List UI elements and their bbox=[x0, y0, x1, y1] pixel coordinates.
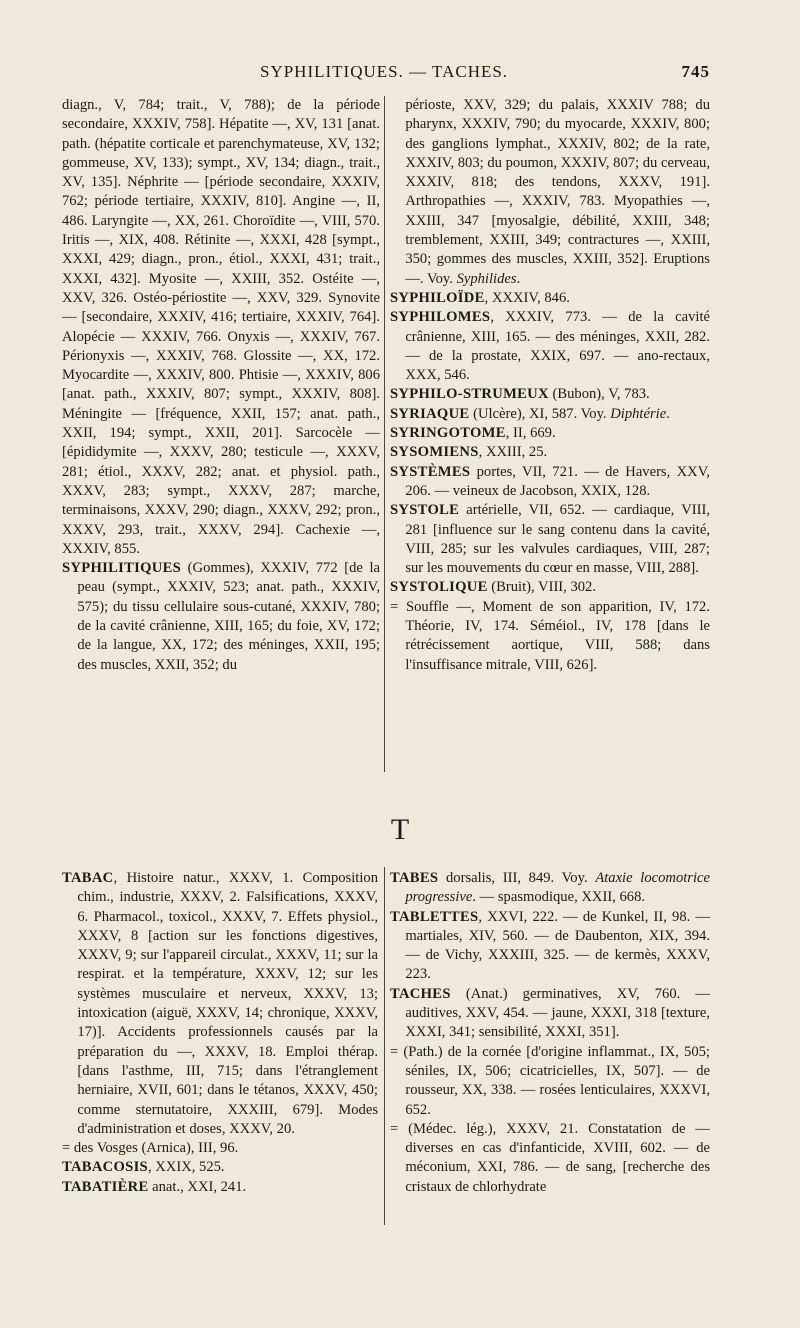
index-entry bbox=[390, 385, 710, 404]
entry-text: . — spasmodique, XXII, 668. bbox=[472, 889, 646, 906]
index-entry bbox=[390, 578, 710, 597]
index-entry bbox=[390, 908, 710, 985]
index-subentry: = (Path.) de la cornée [d'origine inflammat., IX, 505; séniles, IX, 506; cicatricielles, IX, 507]. — de rousseur, XX, 338. — rosées lenticulaires, XXXVI, 652. bbox=[390, 1043, 710, 1118]
entry-text: (Anat.) germinatives, XV, 760. — auditives, XXV, 454. — jaune, XXXI, 318 [texture, XXXI, 341; sensibilité, XXXI, 351]. bbox=[405, 985, 710, 1041]
entry-keyword: SYPHILOÏDE bbox=[390, 289, 485, 306]
index-entry bbox=[390, 308, 710, 385]
entry-keyword: SYPHILOMES bbox=[390, 309, 491, 326]
entry-crossref: Ataxie locomotrice progressive bbox=[405, 870, 710, 906]
entry-keyword: SYRINGOTOME bbox=[390, 425, 506, 442]
column-top-right bbox=[390, 96, 710, 675]
index-entry bbox=[390, 424, 710, 443]
entry-crossref: Diphtérie bbox=[610, 405, 667, 422]
index-subentry: = Souffle —, Moment de son apparition, IV, 172. Théorie, IV, 174. Séméiol., IV, 178 [dans le rétrécissement aortique, VIII, 588; dans l'insuffisance mitrale, VIII, 626]. bbox=[390, 598, 710, 673]
index-subentry: = (Médec. lég.), XXXV, 21. Constatation de — diverses en cas d'infanticide, XVIII, 602. — de méconium, XXI, 786. — de sang, [recherche des cristaux de chlorhydrate bbox=[390, 1120, 710, 1195]
entry-text: anat., XXI, 241. bbox=[148, 1178, 247, 1195]
entry-keyword: SYSTÈMES bbox=[390, 463, 471, 480]
entry-text: . bbox=[666, 405, 670, 422]
column-divider bbox=[384, 867, 385, 1225]
entry-text: , II, 669. bbox=[505, 425, 556, 442]
index-entry bbox=[62, 869, 378, 1139]
entry-text: périoste, XXV, 329; du palais, XXXIV 788; du pharynx, XXXIV, 790; du myocarde, XXXIV, 800; des ganglions lymphat., XXXIV, 802; de la rate, XXXIV, 803; du poumon, XXXIV, 807; du cerveau, XXXIV, 818; des tendons, XXXV, 191]. Arthropathies —, XXXIV, 783. Myopathies —, XXIII, 347 [myosalgie, débilité, XXIII, 348; tremblement, XXIII, 349; contractures —, XXIII, 350; gommes des muscles, XXIII, 352]. Eruptions —. Voy. bbox=[405, 97, 711, 287]
running-title: SYPHILITIQUES. — TACHES. bbox=[260, 62, 509, 81]
entry-continuation: diagn., V, 784; trait., V, 788); de la période secondaire, XXXIV, 758]. Hépatite —, XV, 131 [anat. path. (hépatite corticale et parenchymateuse, XV, 132; gommeuse, XV, 133); sympt., XV, 134; diagn., trait., XV, 135]. Néphrite — [période secondaire, XXXIV, 762; période tertiaire, XXXIV, 810]. Angine —, II, 486. Laryngite —, XX, 261. Choroïdite —, VIII, 570. Iritis —, XIX, 408. Rétinite —, XXXI, 428 [sympt., XXXI, 429; diagn., pron., étiol., XXXI, 431; trait., XXXI, 432]. Myosite —, XXIII, 352. Ostéite —, XXV, 326. Ostéo-périostite —, XXV, 329. Synovite — [secondaire, XXXIV, 416; tertiaire, XXXIV, 764]. Alopécie — XXXIV, 766. Onyxis —, XXXIV, 767. Périonyxis —, XXXIV, 768. Glossite —, XX, 172. Myocardite —, XXXIV, 800. Phtisie —, XXXIV, 806 [anat. path., XXXIV, 807; sympt., XXXIV, 808]. Méningite — [fréquence, XXII, 157; anat. path., XXII, 194; sympt., XXII, 201]. Sarcocèle — [épididymite —, XXXV, 280; testicule —, XXXV, 281; étiol., XXXV, 282; anat. et physiol. path., XXXV, 283; sympt., XXXV, 287; marche, terminaisons, XXXV, 290; diagn., XXXV, 292; pron., XXXV, 293, trait., XXXV, 294]. Cachexie —, XXXIV, 855. bbox=[62, 97, 380, 557]
column-top-left bbox=[62, 96, 380, 675]
entry-keyword: SYSTOLE bbox=[390, 502, 460, 519]
index-entry bbox=[390, 405, 710, 424]
entry-keyword: TABACOSIS bbox=[62, 1159, 148, 1176]
index-entry bbox=[390, 443, 710, 462]
entry-keyword: TABAC bbox=[62, 870, 114, 886]
entry-continuation bbox=[390, 96, 710, 289]
entry-keyword: TACHES bbox=[390, 985, 451, 1002]
entry-keyword: TABLETTES bbox=[390, 908, 479, 925]
entry-text: . bbox=[516, 270, 521, 287]
page-number: 745 bbox=[681, 62, 710, 81]
entry-keyword: TABES bbox=[390, 870, 439, 886]
entry-text: , XXIII, 25. bbox=[478, 444, 548, 461]
index-subentry: = des Vosges (Arnica), III, 96. bbox=[62, 1140, 239, 1157]
entry-text: (Ulcère), XI, 587. Voy. bbox=[469, 405, 611, 422]
index-entry bbox=[62, 559, 380, 675]
column-bottom-left bbox=[62, 869, 378, 1197]
entry-text: portes, VII, 721. — de Havers, XXV, 206. — veineux de Jacobson, XXIX, 128. bbox=[405, 463, 710, 499]
index-entry bbox=[390, 463, 710, 502]
index-entry bbox=[390, 501, 710, 578]
entry-text: , XXXIV, 846. bbox=[484, 289, 570, 306]
entry-keyword: SYRIAQUE bbox=[390, 405, 470, 422]
entry-text: artérielle, VII, 652. — cardiaque, VIII, 281 [influence sur le sang contenu dans la cavité, VIII, 285; sur les valvules cardiaques, VIII, 287; sur les mouvements du cœur en masse, VIII, 288]. bbox=[405, 502, 710, 577]
page-header bbox=[60, 62, 710, 88]
entry-text: , XXVI, 222. — de Kunkel, II, 98. — martiales, XIV, 560. — de Daubenton, XIX, 394. — de Vichy, XXXIII, 325. — de kermès, XXXV, 223. bbox=[405, 908, 710, 983]
entry-text: (Gommes), XXXIV, 772 [de la peau (sympt., XXXIV, 523; anat. path., XXXIV, 575); du tissu cellulaire sous-cutané, XXXIV, 780; de la cavité crânienne, XIII, 165; du foie, XV, 172; de la langue, XX, 172; des méninges, XXII, 195; des muscles, XXII, 352; du bbox=[77, 560, 380, 673]
entry-text: dorsalis, III, 849. Voy. bbox=[438, 870, 596, 886]
index-entry bbox=[390, 985, 710, 1043]
column-divider bbox=[384, 96, 385, 772]
entry-keyword: SYPHILO-STRUMEUX bbox=[390, 386, 549, 403]
entry-crossref: Syphilides bbox=[456, 270, 517, 287]
index-entry bbox=[62, 1178, 378, 1197]
index-entry bbox=[390, 869, 710, 908]
entry-keyword: TABATIÈRE bbox=[62, 1178, 149, 1195]
entry-text: , Histoire natur., XXXV, 1. Composition chim., industrie, XXXV, 2. Falsifications, XXXV, 6. Pharmacol., toxicol., XXXV, 7. Effets physiol., XXXV, 8 [action sur les fonctions digestives, XXXV, 9; sur l'appareil circulat., XXXV, 11; sur la respirat. et la température, XXXV, 12; sur les systèmes musculaire et nerveux, XXXV, 13; intoxication (aiguë, XXXV, 14; chronique, XXXV, 17)]. Accidents professionnels causés par la préparation du —, XXXV, 18. Emploi thérap. [dans l'asthme, III, 715; dans l'étranglement herniaire, XVII, 601; dans le tétanos, XXXV, 450; comme sternutatoire, XXXIII, 679]. Modes d'administration et doses, XXXV, 20. bbox=[77, 870, 378, 1137]
index-entry bbox=[62, 1158, 378, 1177]
entry-text: , XXXIV, 773. — de la cavité crânienne, XIII, 165. — des méninges, XXII, 282. — de la prostate, XXIX, 697. — ano-rectaux, XXX, 546. bbox=[405, 309, 710, 384]
entry-keyword: SYSOMIENS bbox=[390, 444, 479, 461]
entry-keyword: SYPHILITIQUES bbox=[62, 560, 182, 577]
entry-text: , XXIX, 525. bbox=[147, 1159, 225, 1176]
column-bottom-right bbox=[390, 869, 710, 1197]
entry-keyword: SYSTOLIQUE bbox=[390, 579, 488, 596]
section-letter: T bbox=[390, 813, 410, 846]
entry-text: (Bubon), V, 783. bbox=[548, 386, 650, 403]
index-entry bbox=[390, 289, 710, 308]
entry-text: (Bruit), VIII, 302. bbox=[487, 579, 596, 596]
